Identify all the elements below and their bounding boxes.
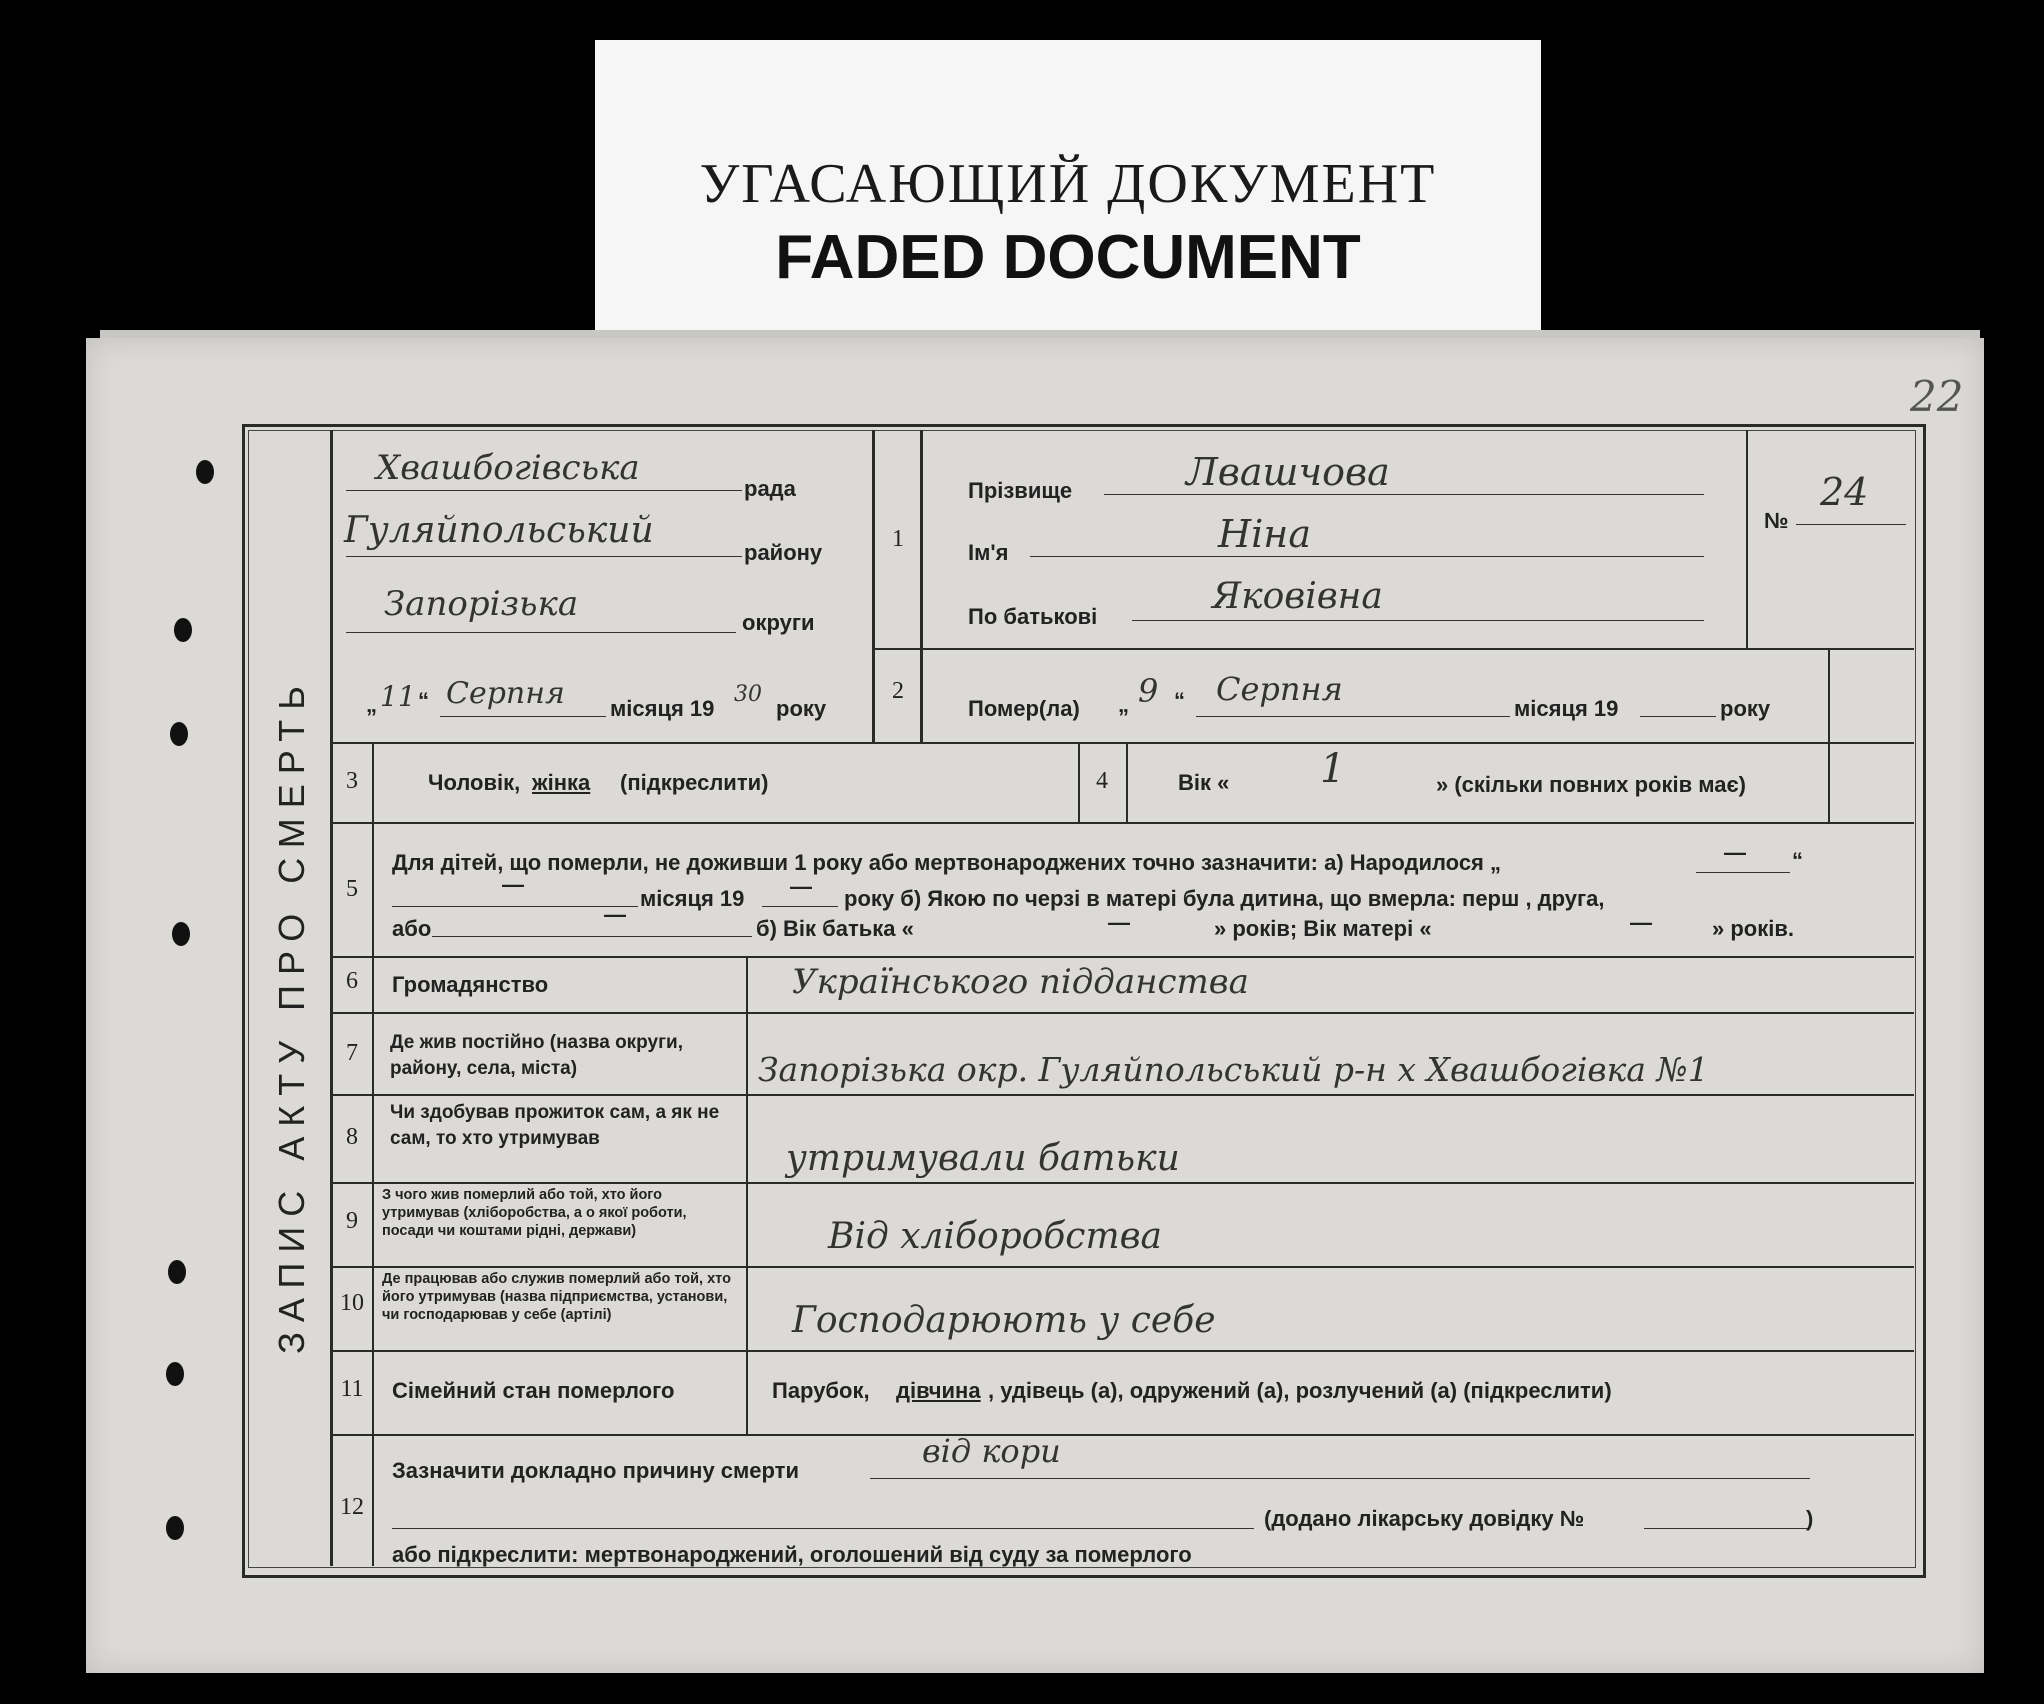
r5-line2-year-blank [762, 906, 838, 907]
died-day: 9 [1138, 672, 1159, 710]
r5-line3a: або [392, 916, 432, 941]
marital-suffix: , удівець (а), одружений (а), розлучений (а) (підкреслити) [988, 1378, 1612, 1403]
died-year-line [1640, 716, 1716, 717]
income-label: З чого жив померлий або той, хто його утримував (хліборобства, а о якої роботи, посади чи коштами рідні, держави) [382, 1187, 687, 1239]
income-value: Від хліборобства [828, 1216, 1163, 1257]
name-value: Ніна [1218, 512, 1311, 556]
r5-mother-dash: — [1630, 910, 1652, 935]
name-label: Ім'я [968, 540, 1009, 565]
rada-line [346, 490, 742, 491]
r5-line3d: » років. [1712, 916, 1794, 941]
cause-label: Зазначити докладно причину смерти [392, 1458, 799, 1483]
page-number: 22 [1910, 372, 1964, 421]
grid-line [1828, 742, 1830, 822]
sex-suffix: (підкреслити) [620, 770, 769, 795]
died-close-quote: “ [1174, 688, 1185, 713]
date-close-quote: “ [418, 688, 429, 713]
vertical-title: ЗАПИС АКТУ ПРО СМЕРТЬ [271, 676, 312, 1354]
livelihood-value: утримували батьки [786, 1138, 1180, 1179]
okruha-label: округи [742, 610, 815, 635]
field-number-6: 6 [346, 968, 358, 994]
cause-line-2 [392, 1528, 1254, 1529]
grid-line [1126, 742, 1128, 822]
punch-hole [168, 1260, 186, 1284]
r5-line2-dash: — [502, 872, 524, 897]
livelihood-label: Чи здобував прожиток сам, а як не сам, то хто утримував [390, 1102, 720, 1149]
field-number-9: 9 [346, 1208, 358, 1234]
grid-line [330, 956, 1914, 958]
punch-hole [174, 618, 192, 642]
age-suffix: » (скільки повних років має) [1436, 772, 1746, 797]
field-number-8: 8 [346, 1124, 358, 1150]
rada-value: Хвашбогівська [376, 448, 640, 488]
grid-line [330, 1182, 1914, 1184]
died-open-quote: „ [1118, 692, 1129, 717]
okruha-line [346, 632, 736, 633]
grid-line [872, 430, 875, 742]
grid-line [330, 822, 1914, 824]
cause-certificate-end: ) [1806, 1506, 1814, 1531]
raion-value: Гуляйпольський [344, 510, 654, 551]
grid-line [330, 1350, 1914, 1352]
grid-line [330, 1094, 1914, 1096]
field-number-4: 4 [1096, 768, 1108, 794]
date-month-label: місяця 19 [610, 696, 715, 721]
r5-line2-blank [392, 906, 638, 907]
record-number-value: 24 [1820, 470, 1869, 514]
surname-line [1104, 494, 1704, 495]
rada-label: рада [744, 476, 796, 501]
died-month: Серпня [1216, 670, 1343, 708]
citizenship-value: Українського підданства [792, 962, 1249, 1002]
cause-line3: або підкреслити: мертвонароджений, оголошений від суду за померлого [392, 1542, 1192, 1567]
grid-line [330, 1434, 1914, 1436]
grid-line [920, 430, 923, 742]
field-number-1: 1 [892, 526, 904, 552]
field-number-3: 3 [346, 768, 358, 794]
work-label: Де працював або служив померлий або той, хто його утримував (назва підприємства, установи, чи господарював у себе (артілі) [382, 1271, 731, 1323]
grid-line [1078, 742, 1080, 822]
cause-certificate: (додано лікарську довідку № [1264, 1506, 1585, 1531]
r5-line2b: року б) Якою по черзі в матері була дитина, що вмерла: перш , друга, [844, 886, 1605, 911]
grid-line [1746, 430, 1748, 648]
died-label: Помер(ла) [968, 696, 1080, 721]
raion-label: району [744, 540, 823, 565]
r5-father-dash: — [1108, 910, 1130, 935]
punch-hole [196, 460, 214, 484]
date-year-label: року [776, 696, 827, 721]
grid-line [874, 648, 1914, 650]
label-english: FADED DOCUMENT [775, 223, 1361, 292]
date-open-quote: „ [366, 692, 377, 717]
r5-line1-end: “ [1792, 848, 1803, 873]
marital-girl: дівчина [896, 1378, 981, 1403]
punch-hole [166, 1362, 184, 1386]
grid-line [372, 742, 374, 1566]
faded-document-label [595, 40, 1541, 358]
field-number-2: 2 [892, 678, 904, 704]
grid-line [330, 742, 1914, 744]
grid-line [1828, 648, 1830, 742]
died-year-label: року [1720, 696, 1771, 721]
sex-female: жінка [532, 770, 591, 795]
date-month-line [440, 716, 606, 717]
patronymic-label: По батькові [968, 604, 1098, 629]
died-month-label: місяця 19 [1514, 696, 1619, 721]
record-number-line [1796, 524, 1906, 525]
punch-hole [170, 722, 188, 746]
marital-label: Сімейний стан померлого [392, 1378, 675, 1403]
citizenship-label: Громадянство [392, 972, 549, 997]
label-russian: УГАСАЮЩИЙ ДОКУМЕНТ [699, 153, 1437, 215]
field-number-7: 7 [346, 1040, 358, 1066]
surname-label: Прізвище [968, 478, 1073, 503]
cause-line [870, 1478, 1810, 1479]
r5-line1-blank [1696, 872, 1790, 873]
r5-line3-blank [432, 936, 752, 937]
work-value: Господарюють у себе [792, 1300, 1216, 1341]
field-number-11: 11 [340, 1376, 364, 1402]
grid-line [372, 742, 374, 822]
r5-line3-dash: — [604, 902, 626, 927]
r5-line1: Для дітей, що померли, не доживши 1 року або мертвонароджених точно зазначити: а) Народилося „ [392, 850, 1502, 875]
r5-line2a: місяця 19 [640, 886, 745, 911]
punch-hole [166, 1516, 184, 1540]
grid-line [746, 956, 748, 1350]
patronymic-value: Яковівна [1212, 576, 1383, 617]
residence-value: Запорізька окр. Гуляйпольський р-н х Хвашбогівка №1 [758, 1050, 1709, 1089]
grid-line [330, 1012, 1914, 1014]
raion-line [346, 556, 742, 557]
name-line [1030, 556, 1704, 557]
surname-value: Лвашчова [1186, 450, 1390, 494]
cause-certificate-line [1644, 1528, 1808, 1529]
sex-prefix: Чоловік, [428, 770, 521, 795]
field-number-10: 10 [340, 1290, 364, 1316]
punch-hole [172, 922, 190, 946]
patronymic-line [1132, 620, 1704, 621]
r5-line3b: б) Вік батька « [756, 916, 914, 941]
age-value: 1 [1320, 746, 1346, 792]
grid-line [330, 1266, 1914, 1268]
cause-value: від кори [922, 1432, 1061, 1470]
date-month: Серпня [446, 676, 565, 711]
record-number-label: № [1764, 508, 1789, 533]
field-number-12: 12 [340, 1494, 364, 1520]
r5-line1-dash: — [1724, 840, 1746, 865]
date-day: 11 [380, 680, 416, 713]
field-number-5: 5 [346, 876, 358, 902]
marital-prefix: Парубок, [772, 1378, 870, 1403]
grid-line [746, 1350, 748, 1434]
r5-line3c: » років; Вік матері « [1214, 916, 1432, 941]
residence-label: Де жив постійно (назва округи, району, села, міста) [390, 1032, 683, 1079]
age-label: Вік « [1178, 770, 1230, 795]
date-year: 30 [734, 682, 762, 707]
r5-line2-year-dash: — [790, 874, 812, 899]
okruha-value: Запорізька [384, 584, 579, 624]
died-month-line [1196, 716, 1510, 717]
